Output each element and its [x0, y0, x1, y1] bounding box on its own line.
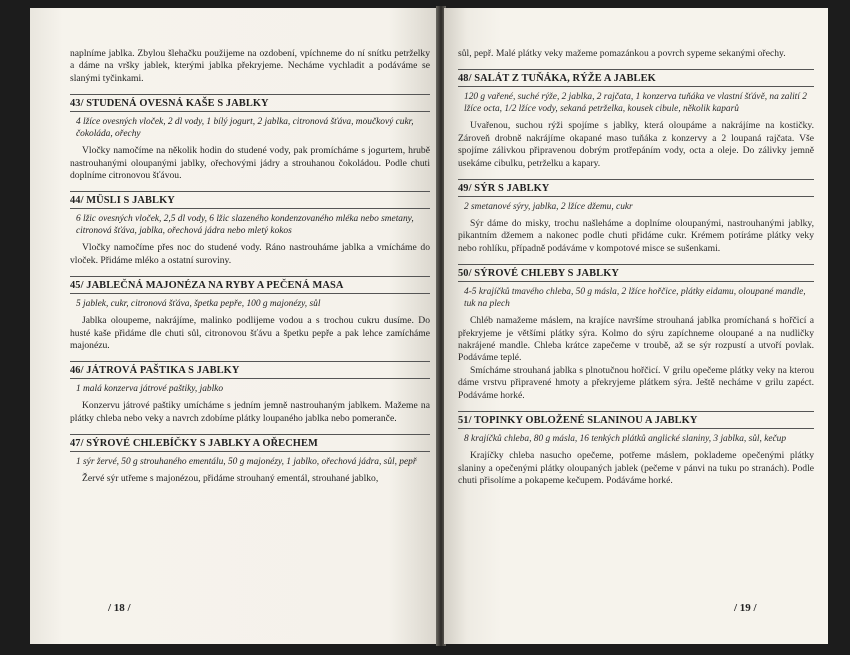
recipe-instructions-variant: Smícháme strouhaná jablka s plnotučnou hořčicí. V grilu opečeme plátky veky na kterou dáme vrstvu připravené hmoty a překryjeme plátkem sýra. Ještě necháme v grilu zapéct. Podáváme horké. [458, 364, 814, 401]
recipe-51 [458, 411, 814, 487]
recipe-ingredients: 4 lžíce ovesných vloček, 2 dl vody, 1 bílý jogurt, 2 jablka, citronová šťáva, moučkový cukr, čokoláda, ořechy [76, 117, 414, 140]
recipe-title: 51/ TOPINKY OBLOŽENÉ SLANINOU A JABLKY [458, 411, 814, 429]
recipe-instructions: Jablka oloupeme, nakrájíme, malinko podlijeme vodou a s trochou cukru dusíme. Do husté kaše přidáme dle chuti sůl, citronovou šťávu a špetku pepře a pak lehce zamícháme majonézu. [70, 315, 430, 352]
recipe-instructions: Sýr dáme do misky, trochu našleháme a doplníme oloupanými, nastrouhanými jablky, pikantním džemem a nakonec podle chuti přidáme cukr. Krémem potíráme plátky veky nebo rohlíku, případně podáváme v kompotové misce se sušenkami. [458, 218, 814, 254]
recipe-title: 48/ SALÁT Z TUŇÁKA, RÝŽE A JABLEK [458, 69, 814, 87]
recipe-title: 47/ SÝROVÉ CHLEBÍČKY S JABLKY A OŘECHEM [70, 434, 430, 452]
recipe-ingredients: 4-5 krajíčků tmavého chleba, 50 g másla, 2 lžíce hořčice, plátky eidamu, oloupané mandle, tuk na plech [464, 287, 806, 310]
recipe-ingredients: 5 jablek, cukr, citronová šťáva, špetka pepře, 100 g majonézy, sůl [76, 299, 321, 310]
right-intro-text: sůl, pepř. Malé plátky veky mažeme pomazánkou a povrch sypeme sekanými ořechy. [458, 48, 786, 59]
recipe-title: 44/ MÜSLI S JABLKY [70, 191, 430, 209]
recipe-ingredients: 8 krajíčků chleba, 80 g másla, 16 tenkých plátků anglické slaniny, 3 jablka, sůl, kečup [464, 434, 787, 445]
recipe-title: 43/ STUDENÁ OVESNÁ KAŠE S JABLKY [70, 94, 430, 112]
page-number: / 18 / [108, 602, 131, 614]
recipe-ingredients: 1 sýr žervé, 50 g strouhaného ementálu, 50 g majonézy, 1 jablko, ořechová jádra, sůl, pepř [76, 457, 417, 468]
recipe-46 [70, 361, 430, 425]
recipe-instructions: Vločky namočíme přes noc do studené vody. Ráno nastrouháme jablka a vmícháme do vloček. Přidáme mléko a ostatní suroviny. [70, 242, 430, 266]
recipe-48 [458, 69, 814, 170]
recipe-instructions: Žervé sýr utřeme s majonézou, přidáme strouhaný ementál, strouhané jablko, [82, 473, 379, 485]
recipe-title: 45/ JABLEČNÁ MAJONÉZA NA RYBY A PEČENÁ MASA [70, 276, 430, 294]
recipe-instructions: Uvařenou, suchou rýži spojíme s jablky, která oloupáme a nakrájíme na kostičky. Zároveň drobně nakrájíme okapané maso tuňáka z konzervy a 2 loupaná rajčata. Vše spojíme zálivkou připravenou dobrým protřepáním vody, octa a oleje. Do zálivky jemně usekáme cibulku, petrželku a kapary. [458, 120, 814, 169]
recipe-title: 49/ SÝR S JABLKY [458, 179, 814, 197]
recipe-49 [458, 179, 814, 255]
recipe-ingredients: 6 lžic ovesných vloček, 2,5 dl vody, 6 lžic slazeného kondenzovaného mléka nebo smetany, citronová šťáva, jablka, ořechová jádra nebo mletý kokos [76, 214, 414, 237]
recipe-45 [70, 276, 430, 352]
recipe-instructions: Vločky namočíme na několik hodin do studené vody, pak promícháme s jogurtem, hrubě nastrouhanými oloupanými jablky, ořechovými jádry a strouhanou čokoládou. Podle chuti doplníme citronovou šťávou. [70, 145, 430, 182]
recipe-instructions: Konzervu játrové paštiky umícháme s jedním jemně nastrouhaným jablkem. Mažeme na plátky chleba nebo veky a navrch zdobíme plátky loupaného jablka nebo pomeranče. [70, 400, 430, 424]
recipe-ingredients: 1 malá konzerva játrové paštiky, jablko [76, 384, 224, 395]
left-page [30, 8, 438, 644]
recipe-ingredients: 120 g vařené, suché rýže, 2 jablka, 2 rajčata, 1 konzerva tuňáka ve vlastní šťávě, na zalití 2 lžíce octa, 1/2 lžíce vody, sekaná petrželka, kousek cibule, několik kaparů [464, 92, 807, 115]
page-number: / 19 / [734, 602, 757, 614]
recipe-ingredients: 2 smetanové sýry, jablka, 2 lžíce džemu, cukr [464, 202, 633, 213]
recipe-instructions: Chléb namažeme máslem, na krajíce navršíme strouhaná jablka promíchaná s hořčicí a překryjeme je většími plátky sýra. Kolmo do sýru zapíchneme oloupané a na nudličky nakrájené mandle. Chleba krátce zapečeme v troubě, až se sýr rozpustí a utvoří povlak. Podáváme teplé. [458, 315, 814, 364]
recipe-title: 50/ SÝROVÉ CHLEBY S JABLKY [458, 264, 814, 282]
recipe-50 [458, 264, 814, 402]
recipe-instructions: Krajíčky chleba nasucho opečeme, potřeme máslem, poklademe opečenými plátky slaniny a opečenými plátky oloupaných jablek (pečeme v pánvi na tuku po stranách). Podle chuti přisolíme a pokapeme kečupem. Podáváme horké. [458, 450, 814, 486]
recipe-title: 46/ JÁTROVÁ PAŠTIKA S JABLKY [70, 361, 430, 379]
right-page [444, 8, 828, 644]
left-intro-text: naplníme jablka. Zbylou šlehačku použijeme na ozdobení, vpíchneme do ní snítku petrželky a dáme na vršky jablek, kterými jablka překryjeme. Necháme vychladit a podáváme se slanými tyčinkami. [70, 48, 430, 84]
recipe-47 [70, 434, 430, 485]
recipe-43 [70, 94, 430, 182]
recipe-44 [70, 191, 430, 267]
